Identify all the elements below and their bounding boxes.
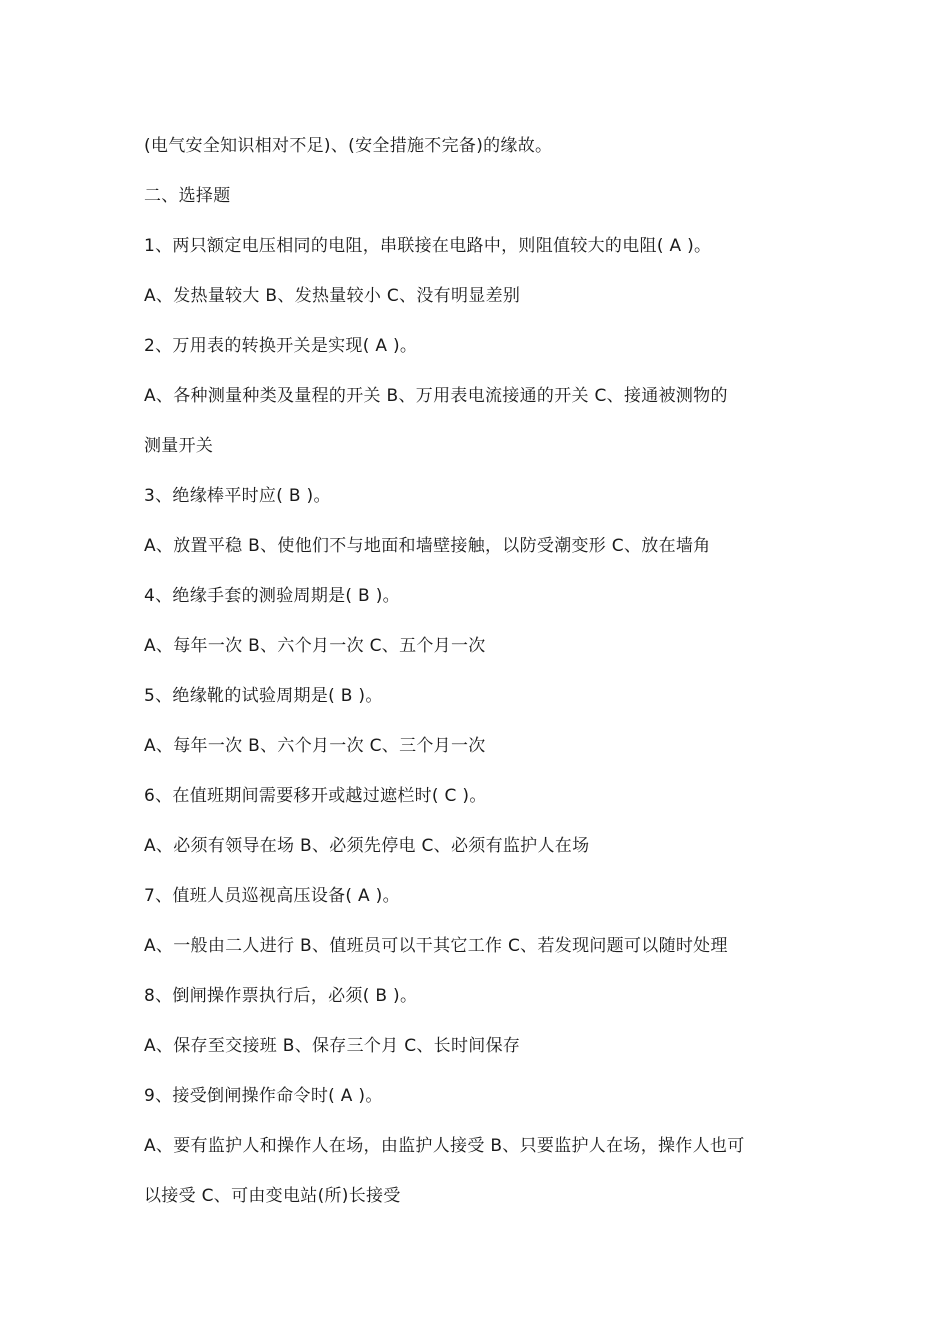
question-5: 5、绝缘靴的试验周期是( B )。 (144, 686, 383, 706)
options-2: A、各种测量种类及量程的开关 B、万用表电流接通的开关 C、接通被测物的 (144, 386, 728, 406)
text-line: (电气安全知识相对不足)、(安全措施不完备)的缘故。 (144, 136, 553, 156)
question-8: 8、倒闸操作票执行后，必须( B )。 (144, 986, 418, 1006)
options-3: A、放置平稳 B、使他们不与地面和墙壁接触，以防受潮变形 C、放在墙角 (144, 536, 711, 556)
question-6: 6、在值班期间需要移开或越过遮栏时( C )。 (144, 786, 487, 806)
question-9: 9、接受倒闸操作命令时( A )。 (144, 1086, 383, 1106)
options-8: A、保存至交接班 B、保存三个月 C、长时间保存 (144, 1036, 521, 1056)
options-2-continued: 测量开关 (144, 436, 214, 456)
document-body (144, 121, 814, 1221)
section-heading: 二、选择题 (144, 186, 231, 206)
question-3: 3、绝缘棒平时应( B )。 (144, 486, 331, 506)
question-4: 4、绝缘手套的测验周期是( B )。 (144, 586, 400, 606)
options-9: A、要有监护人和操作人在场，由监护人接受 B、只要监护人在场，操作人也可 (144, 1136, 745, 1156)
options-9-continued: 以接受 C、可由变电站(所)长接受 (144, 1186, 401, 1206)
options-1: A、发热量较大 B、发热量较小 C、没有明显差别 (144, 286, 521, 306)
options-4: A、每年一次 B、六个月一次 C、五个月一次 (144, 636, 486, 656)
options-6: A、必须有领导在场 B、必须先停电 C、必须有监护人在场 (144, 836, 590, 856)
question-1: 1、两只额定电压相同的电阻，串联接在电路中，则阻值较大的电阻( A )。 (144, 236, 712, 256)
question-7: 7、值班人员巡视高压设备( A )。 (144, 886, 400, 906)
options-5: A、每年一次 B、六个月一次 C、三个月一次 (144, 736, 486, 756)
question-2: 2、万用表的转换开关是实现( A )。 (144, 336, 418, 356)
options-7: A、一般由二人进行 B、值班员可以干其它工作 C、若发现问题可以随时处理 (144, 936, 728, 956)
